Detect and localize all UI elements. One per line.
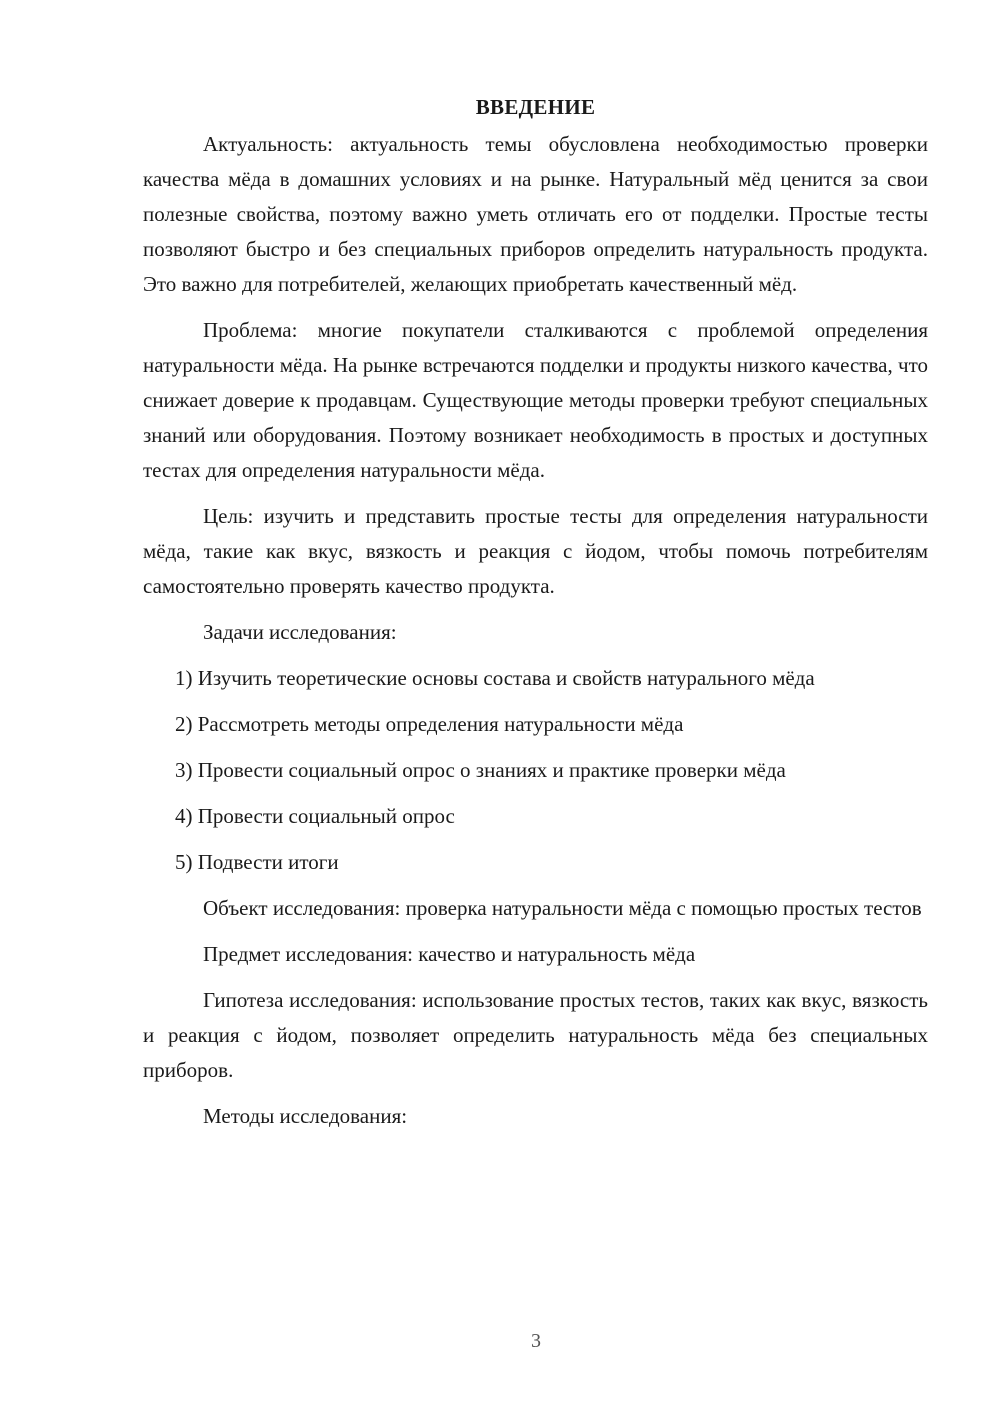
paragraph-subject: Предмет исследования: качество и натуральность мёда [203, 942, 696, 966]
task-item: 5) Подвести итоги [175, 850, 339, 874]
paragraph-goal: Цель: изучить и представить простые тесты для определения натуральности мёда, такие как вкус, вязкость и реакция с йодом, чтобы помочь потребителям самостоятельно проверять качество продукта. [143, 504, 928, 598]
paragraph-tasks-heading: Задачи исследования: [203, 620, 397, 644]
paragraph-problem: Проблема: многие покупатели сталкиваются с проблемой определения натуральности мёда. На рынке встречаются подделки и продукты низкого качества, что снижает доверие к продавцам. Существующие методы проверки требуют специальных знаний или оборудования. Поэтому возникает необходимость в простых и доступных тестах для определения натуральности мёда. [143, 318, 928, 482]
task-item: 1) Изучить теоретические основы состава и свойств натурального мёда [175, 666, 815, 690]
document-page [143, 90, 928, 1145]
paragraph-object: Объект исследования: проверка натуральности мёда с помощью простых тестов [203, 896, 922, 920]
paragraph-relevance: Актуальность: актуальность темы обусловлена необходимостью проверки качества мёда в домашних условиях и на рынке. Натуральный мёд ценится за свои полезные свойства, поэтому важно уметь отличать его от подделки. Простые тесты позволяют быстро и без специальных приборов определить натуральность продукта. Это важно для потребителей, желающих приобретать качественный мёд. [143, 132, 928, 296]
paragraph-methods: Методы исследования: [203, 1104, 408, 1128]
task-item: 2) Рассмотреть методы определения натуральности мёда [175, 712, 684, 736]
page-number: 3 [531, 1330, 541, 1352]
section-title: ВВЕДЕНИЕ [475, 95, 596, 119]
task-item: 3) Провести социальный опрос о знаниях и практике проверки мёда [175, 758, 786, 782]
task-item: 4) Провести социальный опрос [175, 804, 455, 828]
paragraph-hypothesis: Гипотеза исследования: использование простых тестов, таких как вкус, вязкость и реакция с йодом, позволяет определить натуральность мёда без специальных приборов. [143, 988, 928, 1082]
task-list [143, 661, 928, 880]
